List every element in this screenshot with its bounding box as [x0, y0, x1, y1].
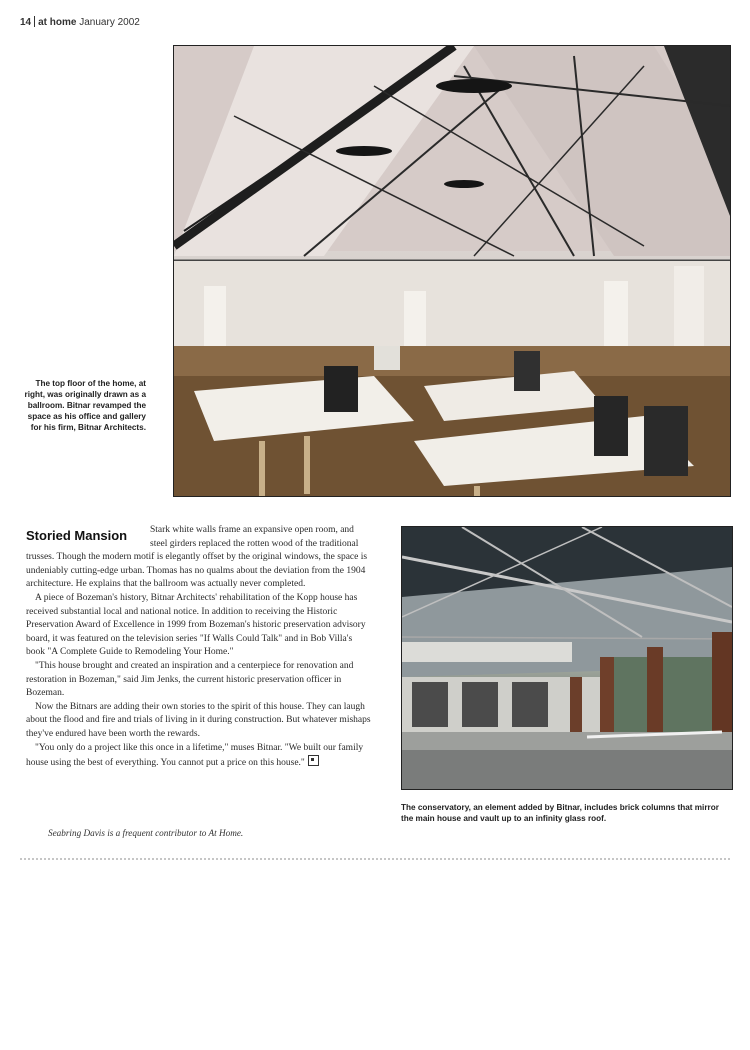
conservatory-photo-caption: The conservatory, an element added by Bitnar, includes brick columns that mirror the main house and vault up to an infinity glass roof. [401, 803, 719, 823]
home-endmark-icon [308, 755, 319, 766]
article-heading: Storied Mansion [26, 528, 128, 543]
magazine-name: at home [38, 17, 77, 28]
top-photo-caption: The top floor of the home, at right, was originally drawn as a ballroom. Bitnar revamped the space as his office and gallery for his firm, Bitnar Architects. [24, 379, 146, 432]
heading-spacer [26, 524, 150, 543]
conservatory-photo [401, 526, 733, 790]
folio-divider [34, 16, 35, 27]
paragraph-1: Stark white walls frame an expansive open room, and steel girders replaced the rotten wood of the traditional trusses. Though the modern motif is elegantly offset by the original windows, the space is undeniably cutting-edge urban. Thomas has no qualms about the deviation from the 1904 architecture. He explains that the ballroom was actually never completed. [26, 525, 368, 590]
paragraph-5 [26, 742, 372, 771]
page-number: 14 [20, 17, 32, 28]
article-body [26, 524, 372, 771]
paragraph-5-text: "You only do a project like this once in a lifetime," muses Bitnar. "We built our family house using the best of everything. You cannot put a price on this house." [26, 742, 364, 769]
paragraph-4: Now the Bitnars are adding their own stories to the spirit of this house. They can laugh about the flood and fire and trials of living in it during construction. But whatever mishaps they've endured have been worth the rewards. [26, 701, 371, 739]
issue-date: January 2002 [79, 17, 140, 28]
folio [20, 16, 140, 28]
page-bottom-rule [20, 858, 730, 860]
paragraph-3: "This house brought and created an inspiration and a centerpiece for renovation and restoration in Bozeman," said Jim Jenks, the current historic preservation officer in Bozeman. [26, 660, 354, 699]
ballroom-office-illustration [174, 46, 730, 496]
conservatory-illustration [402, 527, 732, 789]
author-byline: Seabring Davis is a frequent contributor to At Home. [48, 828, 244, 838]
paragraph-2: A piece of Bozeman's history, Bitnar Architects' rehabilitation of the Kopp house has received substantial local and national notice. In addition to receiving the Historic Preservation Award of Excellence in 1999 from Bozeman's historic preservation advisory board, it was featured on the television series "If Walls Could Talk" and in Bob Villa's book "A Complete Guide to Remodeling Your Home." [26, 592, 366, 658]
ballroom-office-photo [173, 45, 731, 497]
